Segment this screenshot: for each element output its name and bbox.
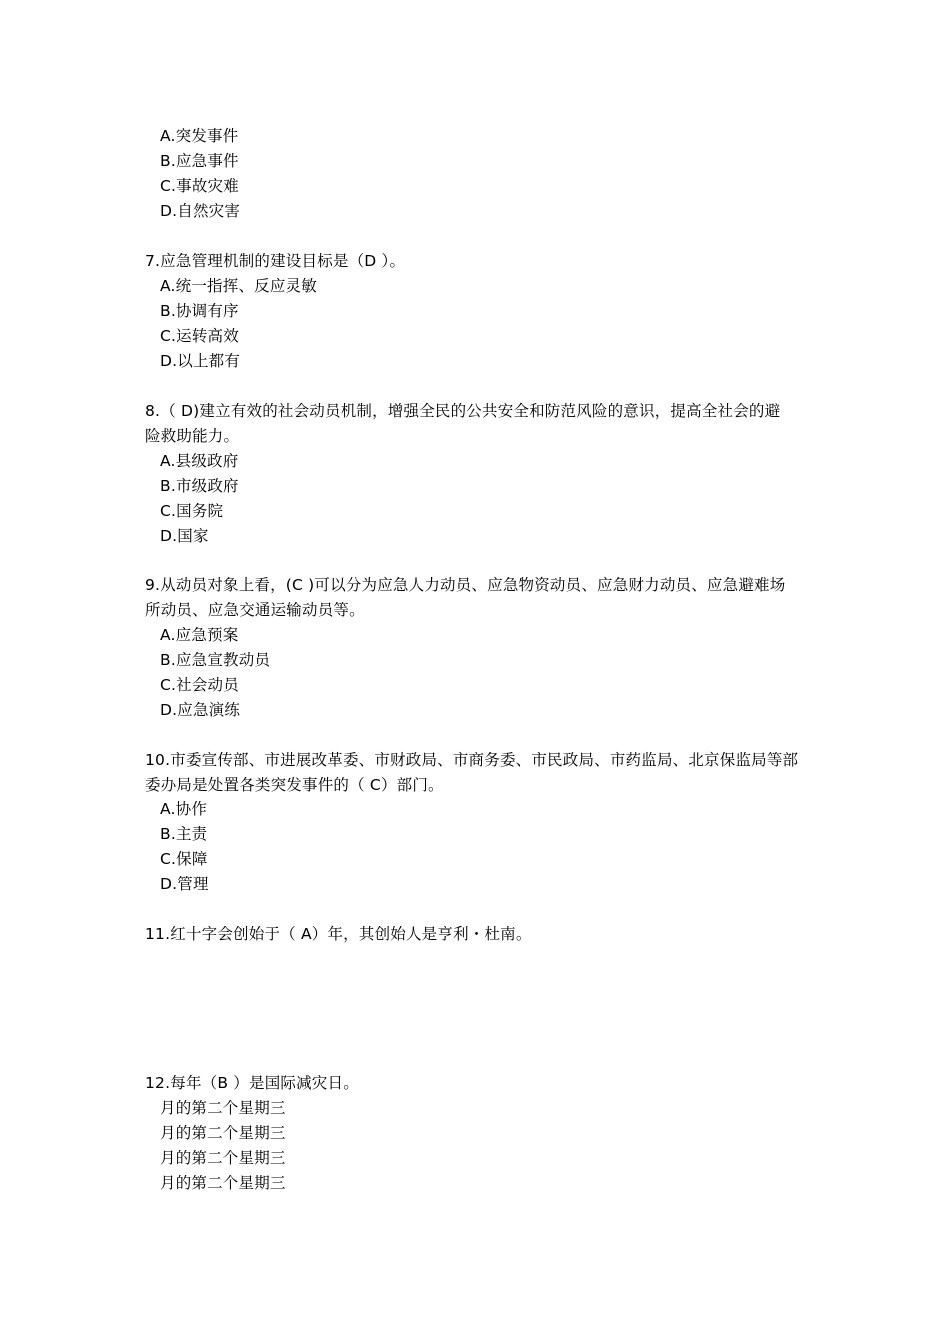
- option-q7-c: C.运转高效: [160, 327, 239, 345]
- option-q10-d: D.管理: [160, 875, 209, 893]
- option-q6-c: C.事故灾难: [160, 177, 239, 195]
- question-7: 7.应急管理机制的建设目标是（D ）。: [145, 252, 406, 270]
- option-q6-a: A.突发事件: [160, 127, 239, 145]
- option-q6-d: D.自然灾害: [160, 202, 241, 220]
- question-10-line-1: 10.市委宣传部、市进展改革委、市财政局、市商务委、市民政局、市药监局、北京保监局等部: [145, 751, 799, 769]
- question-12: 12.每年（B ）是国际减灾日。: [145, 1074, 359, 1092]
- question-8-line-2: 险救助能力。: [145, 427, 240, 445]
- option-q12-3: 月的第二个星期三: [160, 1149, 286, 1167]
- option-q8-b: B.市级政府: [160, 477, 239, 495]
- question-9-line-1: 9.从动员对象上看，(C )可以分为应急人力动员、应急物资动员、应急财力动员、应急避难场: [145, 576, 786, 594]
- option-q7-d: D.以上都有: [160, 352, 241, 370]
- question-11: 11.红十字会创始于（ A）年，其创始人是亨利・杜南。: [145, 925, 532, 943]
- option-q12-4: 月的第二个星期三: [160, 1174, 286, 1192]
- option-q7-a: A.统一指挥、反应灵敏: [160, 277, 317, 295]
- option-q8-c: C.国务院: [160, 502, 224, 520]
- option-q12-1: 月的第二个星期三: [160, 1099, 286, 1117]
- option-q9-a: A.应急预案: [160, 626, 239, 644]
- option-q8-a: A.县级政府: [160, 452, 239, 470]
- question-10-line-2: 委办局是处置各类突发事件的（ C）部门。: [145, 776, 444, 794]
- option-q10-a: A.协作: [160, 800, 208, 818]
- option-q9-c: C.社会动员: [160, 676, 239, 694]
- option-q6-b: B.应急事件: [160, 152, 239, 170]
- option-q10-c: C.保障: [160, 850, 208, 868]
- question-8-line-1: 8.（ D)建立有效的社会动员机制，增强全民的公共安全和防范风险的意识，提高全社会的避: [145, 402, 781, 420]
- question-9-line-2: 所动员、应急交通运输动员等。: [145, 601, 365, 619]
- option-q9-d: D.应急演练: [160, 701, 241, 719]
- option-q9-b: B.应急宣教动员: [160, 651, 271, 669]
- option-q7-b: B.协调有序: [160, 302, 239, 320]
- option-q10-b: B.主责: [160, 825, 208, 843]
- option-q12-2: 月的第二个星期三: [160, 1124, 286, 1142]
- option-q8-d: D.国家: [160, 527, 209, 545]
